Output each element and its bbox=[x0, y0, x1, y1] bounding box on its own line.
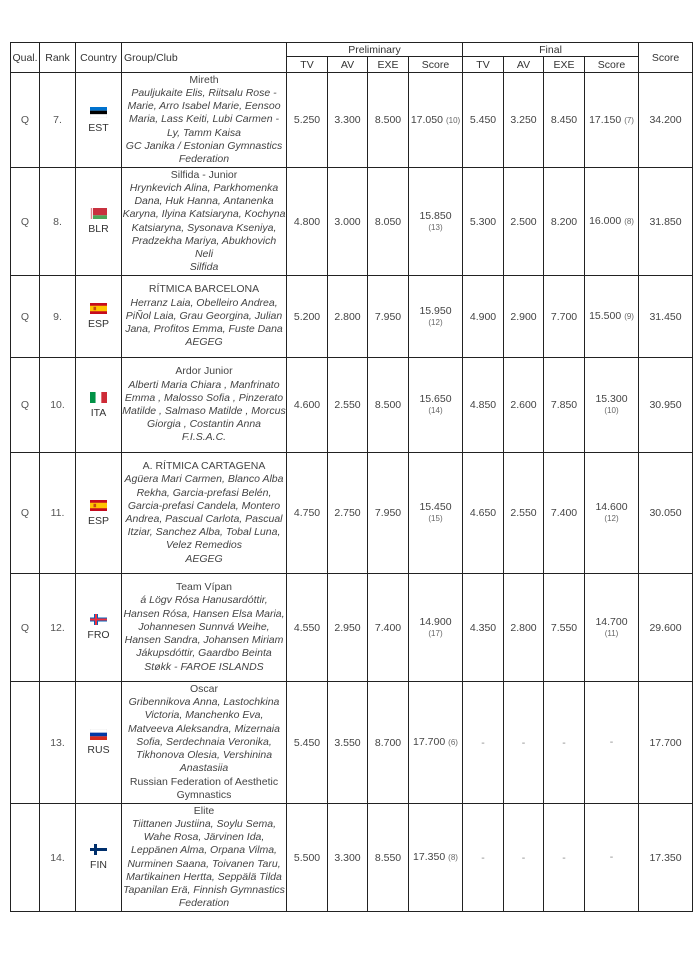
prelim-tv-cell: 5.200 bbox=[287, 276, 328, 358]
total-score-cell: 31.850 bbox=[639, 168, 693, 276]
country-cell bbox=[76, 73, 122, 168]
final-score-cell bbox=[585, 804, 639, 912]
final-score-cell bbox=[585, 574, 639, 682]
group-members: Tiittanen Justiina, Soylu Sema, Wahe Rosa, Järvinen Ida, Leppänen Alma, Orpana Vilma, Nurminen Saana, Toivanen Taru, Martikainen Hertta, Seppälä Tilda bbox=[126, 817, 282, 883]
group-cell bbox=[122, 804, 287, 912]
header-final-tv: TV bbox=[463, 57, 504, 73]
group-cell bbox=[122, 276, 287, 358]
prelim-av-cell: 3.300 bbox=[328, 804, 368, 912]
country-code: FRO bbox=[87, 629, 110, 641]
prelim-exe-cell: 7.950 bbox=[368, 276, 409, 358]
final-av-cell: 2.800 bbox=[504, 574, 544, 682]
header-final: Final bbox=[463, 43, 639, 57]
final-tv-cell: 5.450 bbox=[463, 73, 504, 168]
prelim-av-cell: 3.000 bbox=[328, 168, 368, 276]
prelim-tv-cell: 4.750 bbox=[287, 453, 328, 574]
final-av-cell: - bbox=[504, 804, 544, 912]
final-score-value: 17.150 bbox=[589, 113, 622, 126]
results-table bbox=[10, 42, 693, 912]
group-members: Gribennikova Anna, Lastochkina Victoria, Manchenko Eva, Matveeva Aleksandra, Mizernaia Sofia, Serdechnaia Veronika, Tikhonova Olesia, Vershinina Anastasiia bbox=[128, 696, 280, 775]
final-exe-cell: 8.200 bbox=[544, 168, 585, 276]
prelim-score-cell bbox=[409, 453, 463, 574]
country-cell bbox=[76, 358, 122, 453]
estonia-flag-icon bbox=[90, 107, 107, 118]
header-preliminary: Preliminary bbox=[287, 43, 463, 57]
prelim-score-rank: (8) bbox=[448, 853, 458, 862]
prelim-score-value: 15.650 bbox=[419, 393, 452, 405]
prelim-score-cell bbox=[409, 804, 463, 912]
table-row bbox=[11, 804, 693, 912]
final-score-rank: (9) bbox=[624, 312, 634, 321]
prelim-av-cell: 3.300 bbox=[328, 73, 368, 168]
spain-flag-icon bbox=[90, 500, 107, 511]
table-row bbox=[11, 168, 693, 276]
prelim-score-value: 15.450 bbox=[419, 501, 452, 513]
group-members: Agüera Mari Carmen, Blanco Alba Rekha, Garcia-prefasi Belén, Garcia-prefasi Candela, Montero Andrea, Pascual Carlota, Pascual Itziar, Sanchez Alba, Tobal Luna, Velez Remedios bbox=[124, 473, 284, 552]
final-score-cell bbox=[585, 73, 639, 168]
prelim-score-rank: (13) bbox=[428, 222, 443, 232]
rank-cell: 12. bbox=[40, 574, 76, 682]
belarus-flag-icon bbox=[90, 208, 107, 219]
group-name: Oscar bbox=[189, 683, 218, 696]
final-av-cell: - bbox=[504, 682, 544, 804]
total-score-cell: 17.700 bbox=[639, 682, 693, 804]
final-score-cell bbox=[585, 358, 639, 453]
group-members: Hrynkevich Alina, Parkhomenka Dana, Huk Hanna, Antanenka Karyna, Ilyina Katsiaryna, Kochyna Katsiaryna, Sysonava Kseniya, Pradzekha Mariya, Abukhovich Neli bbox=[122, 181, 286, 260]
group-members: á Lögv Rósa Hanusardóttir, Hansen Rósa, Hansen Elsa Maria, Johannesen Sunnvá Weihe, Hansen Sandra, Johansen Miriam Jákupsdóttir, Gaardbo Beinta bbox=[123, 594, 285, 660]
country-cell bbox=[76, 276, 122, 358]
prelim-score-value: 17.050 bbox=[410, 113, 443, 126]
group-federation: Russian Federation of Aesthetic Gymnastics bbox=[129, 775, 279, 801]
group-federation: Tapanilan Erä, Finnish Gymnastics Federation bbox=[123, 883, 285, 910]
rank-cell: 7. bbox=[40, 73, 76, 168]
group-federation: AEGEG bbox=[185, 552, 223, 565]
rank-cell: 9. bbox=[40, 276, 76, 358]
final-av-cell: 3.250 bbox=[504, 73, 544, 168]
prelim-tv-cell: 5.250 bbox=[287, 73, 328, 168]
qual-cell bbox=[11, 804, 40, 912]
final-av-cell: 2.500 bbox=[504, 168, 544, 276]
group-cell bbox=[122, 358, 287, 453]
header-group: Group/Club bbox=[122, 43, 287, 73]
total-score-cell: 17.350 bbox=[639, 804, 693, 912]
final-score-rank: (12) bbox=[604, 514, 619, 523]
rank-cell: 13. bbox=[40, 682, 76, 804]
group-name: Silfida - Junior bbox=[170, 168, 238, 181]
prelim-score-value: 17.700 bbox=[413, 736, 446, 748]
prelim-score-rank: (15) bbox=[428, 514, 443, 523]
table-row bbox=[11, 73, 693, 168]
group-federation: AEGEG bbox=[185, 336, 223, 349]
prelim-score-cell bbox=[409, 73, 463, 168]
prelim-tv-cell: 5.500 bbox=[287, 804, 328, 912]
table-row bbox=[11, 453, 693, 574]
table-body bbox=[11, 73, 693, 912]
country-code: FIN bbox=[90, 859, 107, 871]
header-country: Country bbox=[76, 43, 122, 73]
group-name: Mireth bbox=[189, 73, 219, 86]
header-prelim-score: Score bbox=[409, 57, 463, 73]
group-cell bbox=[122, 73, 287, 168]
prelim-exe-cell: 8.500 bbox=[368, 358, 409, 453]
country-cell bbox=[76, 574, 122, 682]
prelim-score-rank: (17) bbox=[428, 628, 443, 638]
group-members: Herranz Laia, Obelleiro Andrea, PiÑol Laia, Grau Georgina, Julian Jana, Profitos Emma, Fuste Dana bbox=[125, 296, 283, 336]
qual-cell: Q bbox=[11, 453, 40, 574]
qual-cell: Q bbox=[11, 73, 40, 168]
prelim-tv-cell: 5.450 bbox=[287, 682, 328, 804]
final-score-cell bbox=[585, 276, 639, 358]
header-rank: Rank bbox=[40, 43, 76, 73]
group-cell bbox=[122, 453, 287, 574]
group-name: Ardor Junior bbox=[175, 365, 233, 378]
country-code: ESP bbox=[87, 318, 109, 330]
prelim-score-value: 15.850 bbox=[419, 209, 452, 222]
final-score-rank: (10) bbox=[604, 406, 619, 415]
header-prelim-tv: TV bbox=[287, 57, 328, 73]
final-exe-cell: 7.850 bbox=[544, 358, 585, 453]
group-federation: Støkk - FAROE ISLANDS bbox=[144, 660, 264, 673]
rank-cell: 14. bbox=[40, 804, 76, 912]
country-cell bbox=[76, 453, 122, 574]
group-name: Elite bbox=[193, 804, 215, 817]
final-exe-cell: 8.450 bbox=[544, 73, 585, 168]
prelim-av-cell: 3.550 bbox=[328, 682, 368, 804]
table-header bbox=[11, 43, 693, 73]
finland-flag-icon bbox=[90, 844, 107, 855]
total-score-cell: 31.450 bbox=[639, 276, 693, 358]
spain-flag-icon bbox=[90, 303, 107, 314]
country-code: ITA bbox=[90, 406, 107, 419]
final-score-value: - bbox=[609, 851, 614, 863]
header-final-score: Score bbox=[585, 57, 639, 73]
final-score-value: 15.500 bbox=[589, 310, 622, 322]
final-score-value: 14.600 bbox=[595, 501, 628, 513]
prelim-score-cell bbox=[409, 276, 463, 358]
prelim-score-cell bbox=[409, 358, 463, 453]
final-score-rank: (7) bbox=[624, 115, 634, 125]
header-final-exe: EXE bbox=[544, 57, 585, 73]
prelim-tv-cell: 4.800 bbox=[287, 168, 328, 276]
country-code: BLR bbox=[88, 223, 109, 235]
prelim-score-cell bbox=[409, 574, 463, 682]
prelim-score-rank: (6) bbox=[448, 738, 458, 747]
prelim-exe-cell: 8.050 bbox=[368, 168, 409, 276]
final-av-cell: 2.600 bbox=[504, 358, 544, 453]
prelim-tv-cell: 4.600 bbox=[287, 358, 328, 453]
group-name: A. RÍTMICA CARTAGENA bbox=[142, 460, 266, 473]
group-cell bbox=[122, 682, 287, 804]
group-name: Team Vípan bbox=[175, 581, 233, 594]
final-tv-cell: 4.900 bbox=[463, 276, 504, 358]
header-qual: Qual. bbox=[11, 43, 40, 73]
country-code: EST bbox=[88, 121, 109, 134]
country-cell bbox=[76, 804, 122, 912]
prelim-av-cell: 2.550 bbox=[328, 358, 368, 453]
total-score-cell: 34.200 bbox=[639, 73, 693, 168]
prelim-score-value: 14.900 bbox=[419, 615, 452, 628]
final-exe-cell: 7.550 bbox=[544, 574, 585, 682]
prelim-exe-cell: 8.700 bbox=[368, 682, 409, 804]
prelim-score-rank: (12) bbox=[428, 317, 443, 327]
group-federation: F.I.S.A.C. bbox=[181, 431, 227, 444]
prelim-score-value: 17.350 bbox=[413, 851, 446, 863]
country-code: ESP bbox=[87, 514, 109, 527]
prelim-score-cell bbox=[409, 168, 463, 276]
faroe-islands-flag-icon bbox=[90, 614, 107, 625]
final-exe-cell: 7.400 bbox=[544, 453, 585, 574]
final-exe-cell: - bbox=[544, 682, 585, 804]
final-tv-cell: - bbox=[463, 682, 504, 804]
final-score-value: 15.300 bbox=[595, 393, 628, 405]
header-total-score: Score bbox=[639, 43, 693, 73]
rank-cell: 10. bbox=[40, 358, 76, 453]
group-name: RÍTMICA BARCELONA bbox=[148, 283, 260, 296]
prelim-score-rank: (10) bbox=[445, 115, 461, 125]
rank-cell: 11. bbox=[40, 453, 76, 574]
table-row bbox=[11, 574, 693, 682]
final-exe-cell: - bbox=[544, 804, 585, 912]
final-score-rank: (8) bbox=[624, 217, 634, 226]
prelim-exe-cell: 8.500 bbox=[368, 73, 409, 168]
header-final-av: AV bbox=[504, 57, 544, 73]
country-cell bbox=[76, 682, 122, 804]
prelim-av-cell: 2.800 bbox=[328, 276, 368, 358]
final-score-rank: (11) bbox=[604, 628, 619, 638]
rank-cell: 8. bbox=[40, 168, 76, 276]
qual-cell: Q bbox=[11, 358, 40, 453]
table-row bbox=[11, 276, 693, 358]
prelim-av-cell: 2.950 bbox=[328, 574, 368, 682]
final-tv-cell: 4.350 bbox=[463, 574, 504, 682]
final-tv-cell: - bbox=[463, 804, 504, 912]
country-code: RUS bbox=[87, 744, 110, 756]
qual-cell: Q bbox=[11, 574, 40, 682]
prelim-score-rank: (14) bbox=[428, 406, 443, 415]
total-score-cell: 30.050 bbox=[639, 453, 693, 574]
qual-cell: Q bbox=[11, 168, 40, 276]
final-score-cell bbox=[585, 453, 639, 574]
prelim-tv-cell: 4.550 bbox=[287, 574, 328, 682]
table-row bbox=[11, 358, 693, 453]
prelim-av-cell: 2.750 bbox=[328, 453, 368, 574]
group-federation: GC Janika / Estonian Gymnastics Federation bbox=[125, 139, 283, 165]
table-row bbox=[11, 682, 693, 804]
group-cell bbox=[122, 168, 287, 276]
prelim-score-value: 15.950 bbox=[419, 304, 452, 317]
prelim-exe-cell: 7.400 bbox=[368, 574, 409, 682]
total-score-cell: 30.950 bbox=[639, 358, 693, 453]
final-score-value: 16.000 bbox=[589, 215, 622, 227]
russia-flag-icon bbox=[90, 729, 107, 740]
final-tv-cell: 4.650 bbox=[463, 453, 504, 574]
group-members: Pauljukaite Elis, Riitsalu Rose - Marie, Arro Isabel Marie, Eensoo Maria, Lass Keiti, Lubi Carmen - Ly, Tamm Kaisa bbox=[127, 86, 281, 139]
prelim-exe-cell: 8.550 bbox=[368, 804, 409, 912]
qual-cell: Q bbox=[11, 276, 40, 358]
qual-cell bbox=[11, 682, 40, 804]
final-score-cell bbox=[585, 682, 639, 804]
final-score-value: 14.700 bbox=[595, 615, 628, 628]
group-cell bbox=[122, 574, 287, 682]
final-score-cell bbox=[585, 168, 639, 276]
final-tv-cell: 4.850 bbox=[463, 358, 504, 453]
final-av-cell: 2.900 bbox=[504, 276, 544, 358]
final-tv-cell: 5.300 bbox=[463, 168, 504, 276]
final-av-cell: 2.550 bbox=[504, 453, 544, 574]
final-score-value: - bbox=[609, 736, 614, 748]
italy-flag-icon bbox=[90, 392, 107, 403]
prelim-exe-cell: 7.950 bbox=[368, 453, 409, 574]
final-exe-cell: 7.700 bbox=[544, 276, 585, 358]
group-federation: Silfida bbox=[189, 261, 219, 274]
group-members: Alberti Maria Chiara , Manfrinato Emma , Malosso Sofia , Pinzerato Matilde , Salmaso Matilde , Morcus Giorgia , Costantin Anna bbox=[122, 378, 286, 431]
country-cell bbox=[76, 168, 122, 276]
prelim-score-cell bbox=[409, 682, 463, 804]
header-prelim-exe: EXE bbox=[368, 57, 409, 73]
header-prelim-av: AV bbox=[328, 57, 368, 73]
total-score-cell: 29.600 bbox=[639, 574, 693, 682]
